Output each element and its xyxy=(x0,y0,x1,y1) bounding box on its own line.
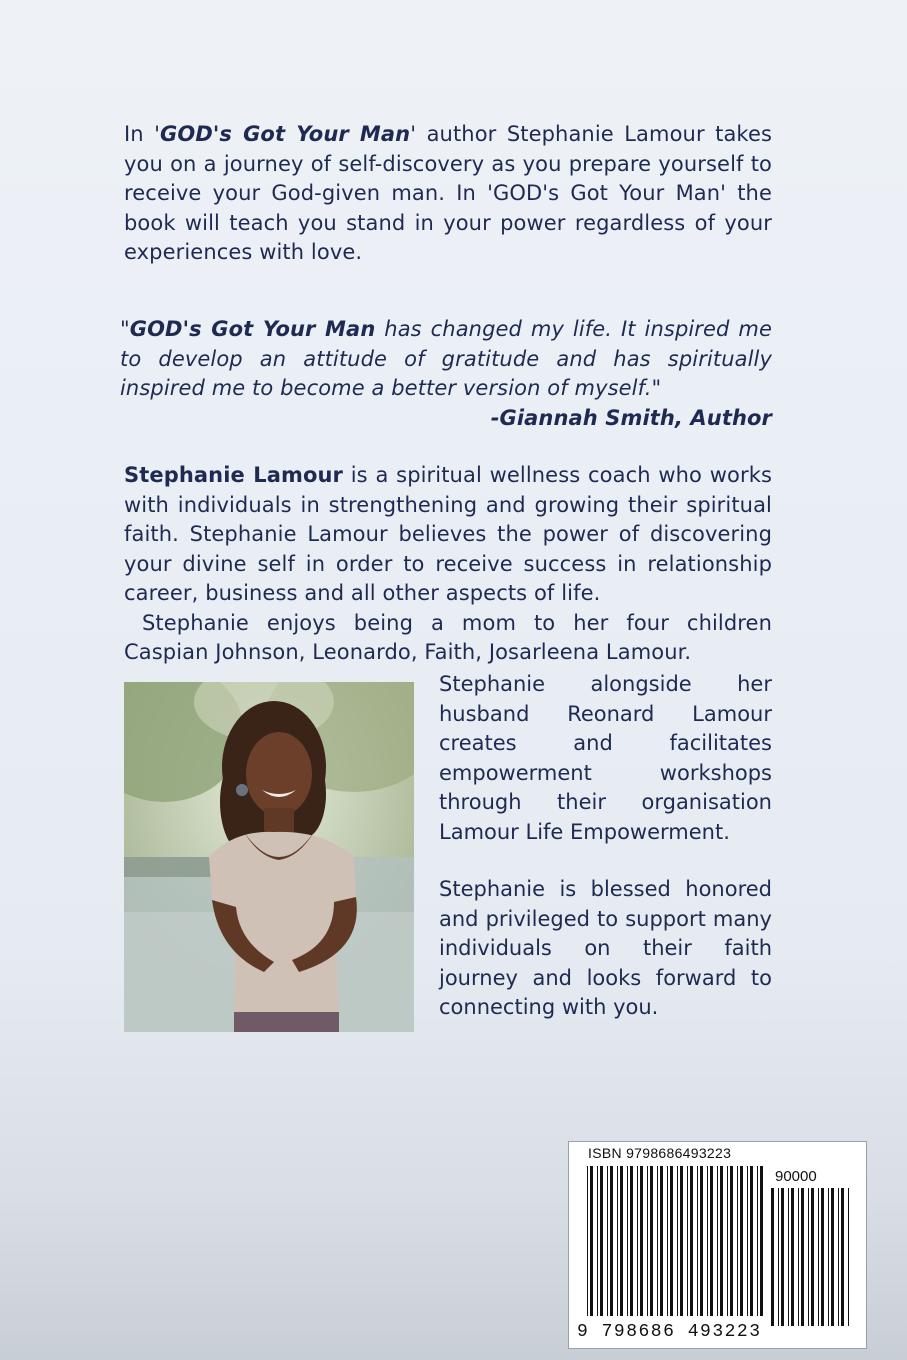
barcode-bar xyxy=(771,1188,774,1326)
barcode-bar xyxy=(677,1166,678,1316)
barcode-bar xyxy=(597,1166,598,1316)
quote-open-mark: " xyxy=(120,317,130,341)
barcode-bar xyxy=(821,1188,824,1326)
barcode-bar xyxy=(831,1188,834,1326)
barcode-bar xyxy=(650,1166,653,1316)
barcode-bar xyxy=(818,1188,819,1326)
barcode-bar xyxy=(811,1188,814,1326)
barcode-bar xyxy=(700,1166,703,1316)
testimonial-quote xyxy=(120,315,772,433)
author-photo-illustration xyxy=(124,682,414,1032)
barcode-bar xyxy=(707,1166,708,1316)
isbn-label: ISBN 9798686493223 xyxy=(588,1145,732,1161)
quote-body: has changed my life. It inspired me to develop an attitude of gratitude and has spiritually inspired me to become a better version of myself." xyxy=(120,317,772,400)
side-paragraph-2: Stephanie is blessed honored and privileged to support many individuals on their faith journey and looks forward to connecting with you. xyxy=(439,877,772,1019)
side-paragraph-1: Stephanie alongside her husband Reonard Lamour creates and facilitates empowerment workshops through their organisation Lamour Life Empowerment. xyxy=(439,672,772,844)
barcode-bar xyxy=(657,1166,658,1316)
barcode-bar xyxy=(717,1166,718,1316)
barcode-bar xyxy=(778,1188,779,1326)
barcode-bar xyxy=(791,1188,794,1326)
author-name: Stephanie Lamour xyxy=(124,463,343,487)
barcode-bars xyxy=(569,1142,868,1350)
barcode-bar xyxy=(627,1166,628,1316)
author-bio-body: is a spiritual wellness coach who works with individuals in strengthening and growing their spiritual faith. Stephanie Lamour believes the power of discovering your divine self in order to receive success in relationship career, business and all other aspects of life. xyxy=(124,463,773,605)
barcode-bar xyxy=(620,1166,623,1316)
barcode-bar xyxy=(660,1166,663,1316)
barcode-bar xyxy=(587,1166,588,1316)
barcode-bar xyxy=(730,1166,733,1316)
barcode-bar xyxy=(737,1166,738,1316)
barcode-bar xyxy=(600,1166,603,1316)
barcode-bar xyxy=(617,1166,618,1316)
barcode-bar xyxy=(838,1188,839,1326)
intro-book-title: GOD's Got Your Man xyxy=(160,122,411,146)
barcode-bar xyxy=(670,1166,673,1316)
barcode-bar xyxy=(630,1166,633,1316)
author-family-text: Stephanie enjoys being a mom to her four children Caspian Johnson, Leonardo, Faith, Josarleena Lamour. xyxy=(124,610,772,664)
intro-text-rest: ' author Stephanie Lamour takes you on a journey of self-discovery as you prepare yourself to receive your God-given man. In 'GOD's Got Your Man' the book will teach you stand in your power regardless of your experiences with love. xyxy=(124,122,773,264)
barcode-bar xyxy=(798,1188,799,1326)
intro-paragraph xyxy=(124,120,772,268)
barcode-bar xyxy=(841,1188,844,1326)
barcode-bar xyxy=(740,1166,743,1316)
barcode-bar xyxy=(760,1166,763,1316)
price-code: 90000 xyxy=(775,1168,817,1185)
quote-book-title: GOD's Got Your Man xyxy=(129,317,376,341)
author-bio xyxy=(124,461,772,668)
barcode-digits: 9 798686 493223 xyxy=(577,1322,762,1342)
barcode-bar xyxy=(667,1166,668,1316)
barcode-bar xyxy=(848,1188,849,1326)
barcode-bar xyxy=(590,1166,593,1316)
barcode-bar xyxy=(750,1166,753,1316)
barcode-bar xyxy=(781,1188,784,1326)
barcode-bar xyxy=(647,1166,648,1316)
barcode-bar xyxy=(828,1188,829,1326)
barcode-bar xyxy=(801,1188,804,1326)
barcode-bar xyxy=(720,1166,723,1316)
barcode-bar xyxy=(640,1166,643,1316)
isbn-barcode xyxy=(568,1141,867,1349)
barcode-bar xyxy=(747,1166,748,1316)
barcode-bar xyxy=(710,1166,713,1316)
barcode-bar xyxy=(697,1166,698,1316)
barcode-bar xyxy=(757,1166,758,1316)
barcode-bar xyxy=(690,1166,693,1316)
quote-attribution: -Giannah Smith, Author xyxy=(490,405,772,430)
barcode-bar xyxy=(637,1166,638,1316)
barcode-bar xyxy=(727,1166,728,1316)
barcode-bar xyxy=(788,1188,789,1326)
barcode-bar xyxy=(808,1188,809,1326)
barcode-bar xyxy=(607,1166,608,1316)
intro-text-start: In ' xyxy=(124,122,161,146)
barcode-bar xyxy=(687,1166,688,1316)
barcode-bar xyxy=(680,1166,683,1316)
barcode-bar xyxy=(610,1166,613,1316)
author-photo xyxy=(124,682,414,1032)
